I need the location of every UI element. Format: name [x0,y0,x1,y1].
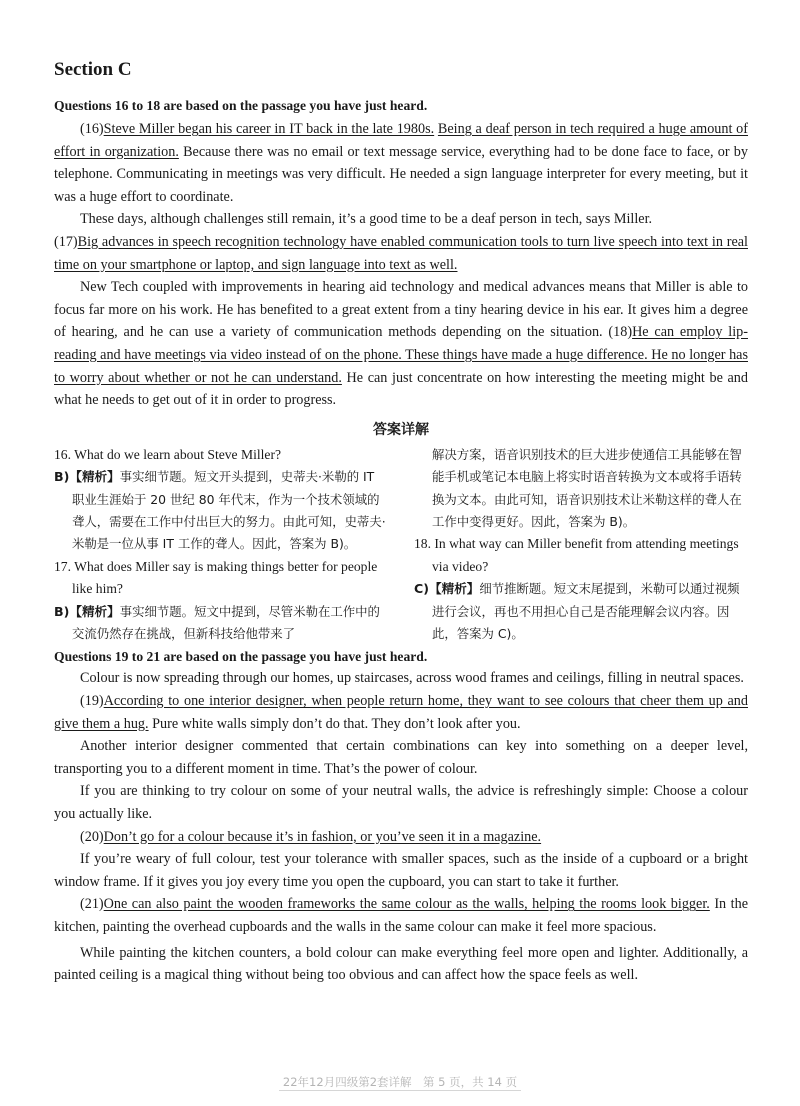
answer-17 [54,601,388,646]
passage2-paragraph-4: If you are thinking to try colour on some of your neutral walls, the advice is refreshingly simple: Choose a colour you actually like. [54,783,748,822]
marker-21: (21) [80,896,104,913]
marker-16: (16) [80,121,104,137]
analysis-tag: 【精析】 [69,469,120,485]
passage2-paragraph-6: If you’re weary of full colour, test your tolerance with smaller spaces, such as the inside of a cupboard or a bright window frame. If it gives you joy every time you open the cupboard, you can start to take it further. [54,851,748,890]
page-footer [0,1071,800,1094]
answer-16 [54,466,388,556]
underlined-sentence: One can also paint the wooden frameworks the same colour as the walls, helping the rooms look bigger. [103,896,710,913]
passage2-paragraph-5 [54,826,748,849]
passage1-paragraph-3 [54,276,748,412]
marker-18: (18) [608,324,633,341]
paragraph-text: Because there was no email or text message service, everything had to be done face to face, or by telephone. Communicating in meetings was very difficult. He needed a sign language interpreter for every meeting, but it was a huge effort to coordinate. [54,143,748,205]
passage1-heading: Questions 16 to 18 are based on the passage you have just heard. [54,98,428,113]
passage2-paragraph-3: Another interior designer commented that certain combinations can key into something on a deeper level, transporting you to a different moment in time. That’s the power of colour. [54,738,748,777]
analysis-text: 解决方案，语音识别技术的巨大进步使通信工具能够在智能手机或笔记本电脑上将实时语音转换为文本或将手语转换为文本。由此可知，语音识别技术让米勒这样的聋人在工作中变得更好。因此，答案为 B)。 [432,446,742,529]
marker-19: (19) [80,692,104,709]
answer-letter: B) [54,469,70,485]
question-17: 17. What does Miller say is making things better for people like him? [54,558,378,597]
answer-column-right [414,444,748,646]
passage2-paragraph-8: While painting the kitchen counters, a bold colour can make everything feel more open and lighter. Additionally, a painted ceiling is a magical thing without being too obvious and can affect how the space feels as well. [54,944,748,984]
underlined-sentence: Being a deaf person in tech required a huge amount of effort in organization. [54,121,749,160]
answer-letter: B) [54,603,70,619]
footer-text: 22年12月四级第2套详解 第 5 页，共 14 页 [279,1075,521,1091]
answer-column-left [54,444,388,646]
passage2-paragraph-1: Colour is now spreading through our homes, up staircases, across wood frames and ceilings, filling in neutral spaces. [80,670,744,687]
analysis-tag: 【精析】 [429,581,480,597]
passage1-paragraph-2 [54,208,748,231]
marker-20: (20) [80,828,104,845]
marker-17: (17) [54,233,78,250]
passage2-paragraph-2 [54,690,748,735]
answer-17-continued [414,444,748,534]
underlined-sentence: He can employ lip-reading and have meetings via video instead of on the phone. These things have made a huge difference. He no longer has to worry about whether or not he can understand. [54,324,748,386]
paragraph-text: He can just concentrate on how interesting the meeting might be and what he needs to get out of it in order to progress. [54,369,748,409]
passage1-paragraph-1 [54,118,748,208]
answer-section-title: 答案详解 [373,421,429,438]
paragraph-text: New Tech coupled with improvements in hearing aid technology and medical advances means that Miller is able to focus far more on his work. He has benefited to a great extent from a tiny hearing device in his ear. It gives him a degree of hearing, and he can use a variety of communication methods depending on the situation. [54,279,748,341]
underlined-sentence: Big advances in speech recognition technology have enabled communication tools to turn live speech into text in real time on your smartphone or laptop, and sign language into text as well. [54,233,748,273]
answer-letter: C) [414,581,429,597]
passage1-paragraph-2b [54,231,748,276]
passage2-heading: Questions 19 to 21 are based on the passage you have just heard. [54,649,428,665]
analysis-text: 事实细节题。短文中提到，尽管米勒在工作中的交流仍然存在挑战，但新科技给他带来了 [72,603,380,641]
question-16: 16. What do we learn about Steve Miller? [54,446,281,462]
answer-columns [54,444,748,646]
passage2-paragraph-7 [54,893,748,938]
answer-18 [414,578,748,645]
underlined-sentence: According to one interior designer, when people return home, they want to see colours that cheer them up and give them a hug. [54,692,748,732]
document-page [54,58,748,987]
paragraph-text: These days, although challenges still remain, it’s a good time to be a deaf person in tech, says Miller. [80,211,653,228]
section-title: Section C [54,59,132,80]
analysis-tag: 【精析】 [69,603,120,619]
analysis-text: 细节推断题。短文末尾提到，米勒可以通过视频进行会议，再也不用担心自己是否能理解会议内容。因此，答案为 C)。 [432,581,740,641]
analysis-text: 事实细节题。短文开头提到，史蒂夫·米勒的 IT 职业生涯始于 20 世纪 80 年代末，作为一个技术领域的聋人，需要在工作中付出巨大的努力。由此可知，史蒂夫·米勒是一位从事 IT 工作的聋人。因此，答案为 B)。 [72,469,386,552]
paragraph-text: Pure white walls simply don’t do that. They don’t look after you. [152,715,521,732]
underlined-sentence: Steve Miller began his career in IT back in the late 1980s. [103,121,435,137]
question-18: 18. In what way can Miller benefit from attending meetings via video? [414,536,739,574]
underlined-sentence: Don’t go for a colour because it’s in fashion, or you’ve seen it in a magazine. [103,828,542,845]
paragraph-text: In the kitchen, painting the overhead cupboards and the walls in the same colour can make it feel more spacious. [54,896,748,935]
